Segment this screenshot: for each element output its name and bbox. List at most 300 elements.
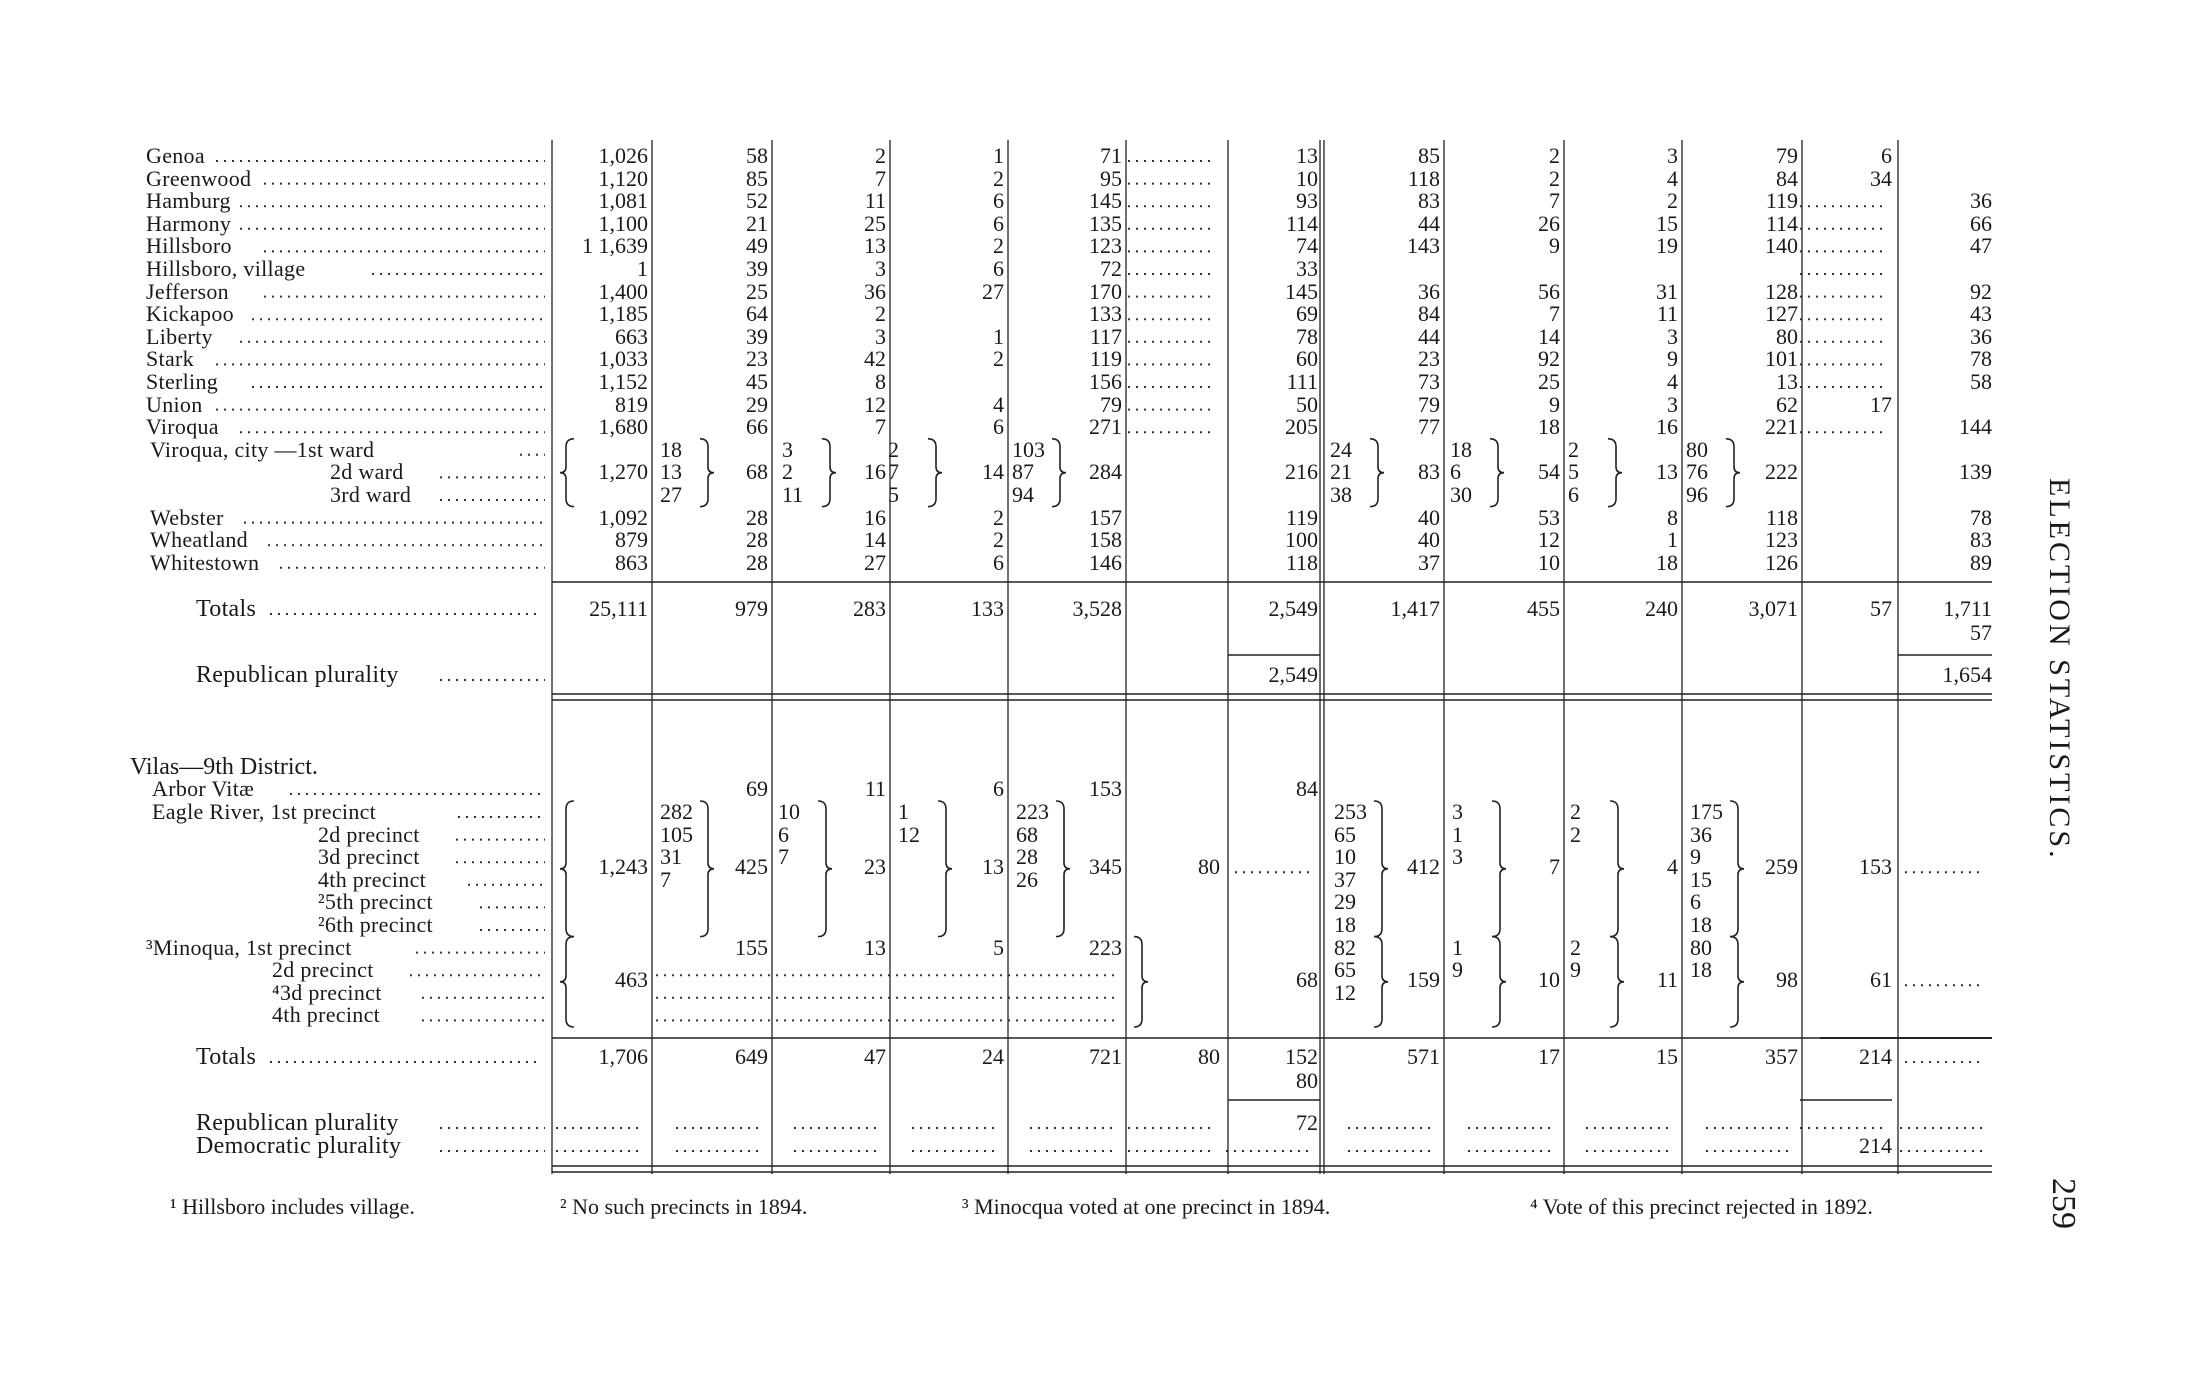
precinct-value: 18 [1690, 957, 1712, 983]
cell-value: 89 [1970, 549, 1992, 575]
cell-value: 1,100 [598, 210, 648, 236]
cell-value: 126 [1765, 549, 1798, 575]
cell-value: 223 [1089, 934, 1122, 960]
row-label: Genoa [146, 143, 205, 168]
cell-value: 79 [1776, 143, 1798, 168]
cell-value: 58 [746, 143, 768, 168]
row-label: 2d precinct [318, 821, 420, 847]
cell-value: 1 1,639 [582, 233, 648, 259]
cell-value: 23 [864, 854, 886, 880]
cell-value: 1,033 [598, 346, 648, 372]
row-label: ²6th precinct [318, 912, 433, 937]
total-value: 3,071 [1748, 596, 1798, 621]
cell-value: 1 [1667, 527, 1678, 553]
cell-value: 7 [1549, 301, 1560, 327]
cell-value: 119 [1285, 504, 1318, 530]
cell-value: 123 [1089, 233, 1122, 259]
ward-value: 13 [660, 459, 682, 485]
row-label: Viroqua, city —1st ward [150, 436, 375, 462]
ward-value: 2 [888, 436, 899, 462]
cell-value: 85 [1418, 143, 1440, 168]
precinct-value: 36 [1690, 821, 1712, 847]
cell-value: 27 [864, 549, 886, 575]
ward-value: 27 [660, 482, 682, 507]
cell-value: 819 [615, 391, 648, 417]
plurality-value: 1,654 [1942, 662, 1992, 687]
cell-value: 145 [1089, 188, 1122, 214]
row-label: Webster [150, 504, 224, 530]
cell-value: 153 [1089, 776, 1122, 801]
cell-value: 2 [993, 346, 1004, 372]
cell-value: 69 [746, 776, 768, 801]
cell-value: 6 [993, 256, 1004, 281]
cell-value: 47 [1970, 233, 1992, 259]
cell-value: 143 [1407, 233, 1440, 259]
cell-value: 71 [1100, 143, 1122, 168]
row-label: ⁴3d precinct [272, 979, 382, 1005]
cell-value: 3 [875, 256, 886, 281]
cell-value: 114 [1765, 210, 1798, 236]
ward-value: 3 [782, 436, 793, 462]
cell-value: 119 [1089, 346, 1122, 372]
precinct-value: 26 [1016, 866, 1038, 892]
total-value: 455 [1527, 596, 1560, 621]
ward-value: 11 [782, 482, 804, 507]
cell-value: 1,270 [598, 459, 648, 485]
total-value: 1,706 [598, 1044, 648, 1069]
cell-value: 98 [1776, 967, 1798, 993]
ward-value: 76 [1686, 459, 1708, 485]
precinct-value: 80 [1690, 934, 1712, 960]
footnote-3: ³ Minocqua voted at one precinct in 1894. [962, 1194, 1331, 1219]
cell-value: 4 [993, 391, 1004, 417]
precinct-value: 105 [660, 821, 693, 847]
cell-value: 1,680 [598, 414, 648, 440]
ward-value: 80 [1686, 436, 1708, 462]
ward-value: 24 [1330, 436, 1352, 462]
cell-value: 27 [982, 278, 1004, 304]
cell-value: 29 [746, 391, 768, 417]
cell-value: 92 [1538, 346, 1560, 372]
cell-value: 2 [875, 143, 886, 168]
row-label: 4th precinct [272, 1002, 381, 1028]
cell-value: 16 [864, 459, 886, 485]
footnote-4: ⁴ Vote of this precinct rejected in 1892. [1530, 1194, 1873, 1219]
cell-value: 10 [1296, 165, 1318, 191]
cell-value: 40 [1418, 527, 1440, 553]
total-value: 80 [1296, 1068, 1318, 1093]
cell-value: 53 [1538, 504, 1560, 530]
ward-value: 30 [1450, 482, 1472, 507]
total-value: 1,417 [1390, 596, 1440, 621]
footnote-1: ¹ Hillsboro includes village. [170, 1194, 415, 1219]
cell-value: 61 [1870, 967, 1892, 993]
ward-value: 96 [1686, 482, 1708, 507]
cell-value: 78 [1296, 323, 1318, 349]
row-label: ³Minoqua, 1st precinct [146, 934, 352, 960]
cell-value: 2 [993, 165, 1004, 191]
cell-value: 84 [1296, 776, 1318, 801]
ward-value: 18 [1450, 436, 1472, 462]
cell-value: 85 [746, 165, 768, 191]
cell-value: 1,026 [598, 143, 648, 168]
cell-value: 28 [746, 549, 768, 575]
precinct-value: 2 [1570, 821, 1581, 847]
cell-value: 863 [615, 549, 648, 575]
row-label: ²5th precinct [318, 889, 433, 915]
cell-value: 78 [1970, 504, 1992, 530]
row-label: 3rd ward [330, 482, 412, 507]
precinct-value: 1 [1452, 934, 1463, 960]
cell-value: 56 [1538, 278, 1560, 304]
cell-value: 2 [993, 233, 1004, 259]
row-label: 2d precinct [272, 957, 374, 983]
cell-value: 2 [993, 504, 1004, 530]
cell-value: 170 [1089, 278, 1122, 304]
ward-value: 87 [1012, 459, 1034, 485]
cell-value: 36 [1418, 278, 1440, 304]
cell-value: 74 [1296, 233, 1318, 259]
cell-value: 54 [1538, 459, 1560, 485]
precinct-value: 82 [1334, 934, 1356, 960]
cell-value: 6 [993, 414, 1004, 440]
cell-value: 7 [1549, 854, 1560, 880]
ward-value: 5 [888, 482, 899, 507]
cell-value: 40 [1418, 504, 1440, 530]
row-label: Jefferson [146, 278, 229, 304]
cell-value: 36 [1970, 188, 1992, 214]
cell-value: 6 [993, 188, 1004, 214]
cell-value: 26 [1538, 210, 1560, 236]
cell-value: 2 [875, 301, 886, 327]
cell-value: 15 [1656, 210, 1678, 236]
cell-value: 663 [615, 323, 648, 349]
row-label: Hillsboro, village [146, 256, 306, 281]
row-label: Whitestown [150, 549, 260, 575]
cell-value: 156 [1089, 369, 1122, 394]
cell-value: 271 [1089, 414, 1122, 440]
cell-value: 31 [1656, 278, 1678, 304]
cell-value: 127 [1765, 301, 1798, 327]
cell-value: 4 [1667, 854, 1678, 880]
total-value: 57 [1970, 620, 1992, 645]
cell-value: 101 [1765, 346, 1798, 372]
cell-value: 72 [1100, 256, 1122, 281]
cell-value: 42 [864, 346, 886, 372]
cell-value: 83 [1970, 527, 1992, 553]
cell-value: 13 [1656, 459, 1678, 485]
cell-value: 7 [875, 414, 886, 440]
cell-value: 17 [1870, 391, 1892, 417]
cell-value: 9 [1667, 346, 1678, 372]
total-value: 357 [1765, 1044, 1798, 1069]
running-title: ELECTION STATISTICS. [2043, 478, 2076, 861]
precinct-value: 9 [1690, 844, 1701, 870]
cell-value: 7 [1549, 188, 1560, 214]
cell-value: 23 [1418, 346, 1440, 372]
cell-value: 114 [1285, 210, 1318, 236]
plurality-value: 72 [1296, 1110, 1318, 1135]
cell-value: 14 [864, 527, 886, 553]
total-value: 571 [1407, 1044, 1440, 1069]
cell-value: 18 [1538, 414, 1560, 440]
brace [1134, 937, 1148, 1027]
cell-value: 3 [1667, 143, 1678, 168]
cell-value: 117 [1089, 323, 1122, 349]
cell-value: 118 [1765, 504, 1798, 530]
ward-value: 6 [1450, 459, 1461, 485]
cell-value: 1,152 [598, 369, 648, 394]
cell-value: 3 [1667, 323, 1678, 349]
total-value: 1,711 [1943, 596, 1992, 621]
cell-value: 1,243 [598, 854, 648, 880]
precinct-value: 3 [1452, 799, 1463, 824]
cell-value: 43 [1970, 301, 1992, 327]
cell-value: 16 [1656, 414, 1678, 440]
total-value: 721 [1089, 1044, 1122, 1069]
cell-value: 216 [1285, 459, 1318, 485]
plurality-label: Republican plurality [196, 662, 399, 688]
precinct-value: 12 [1334, 979, 1356, 1005]
ward-value: 2 [1568, 436, 1579, 462]
cell-value: 60 [1296, 346, 1318, 372]
precinct-value: 1 [898, 799, 909, 824]
total-value: 47 [864, 1044, 886, 1069]
cell-value: 118 [1285, 549, 1318, 575]
precinct-value: 65 [1334, 957, 1356, 983]
footnote-2: ² No such precincts in 1894. [560, 1194, 808, 1219]
cell-value: 66 [746, 414, 768, 440]
cell-value: 11 [864, 776, 886, 801]
cell-value: 6 [1881, 143, 1892, 168]
row-label: Hillsboro [146, 233, 232, 259]
cell-value: 44 [1418, 323, 1440, 349]
precinct-value: 18 [1334, 912, 1356, 937]
cell-value: 34 [1870, 165, 1892, 191]
cell-value: 80 [1776, 323, 1798, 349]
cell-value: 146 [1089, 549, 1122, 575]
total-value: 15 [1656, 1044, 1678, 1069]
precinct-value: 9 [1570, 957, 1581, 983]
totals-label: Totals [196, 596, 257, 622]
precinct-value: 37 [1334, 866, 1356, 892]
cell-value: 135 [1089, 210, 1122, 236]
total-value: 214 [1859, 1044, 1892, 1069]
cell-value: 100 [1285, 527, 1318, 553]
precinct-value: 28 [1016, 844, 1038, 870]
cell-value: 44 [1418, 210, 1440, 236]
row-label: Viroqua [146, 414, 219, 440]
ward-value: 38 [1330, 482, 1352, 507]
precinct-value: 7 [778, 844, 789, 870]
cell-value: 78 [1970, 346, 1992, 372]
precinct-value: 6 [1690, 889, 1701, 915]
cell-value: 45 [746, 369, 768, 394]
row-label: 2d ward [330, 459, 404, 485]
cell-value: 68 [746, 459, 768, 485]
cell-value: 139 [1959, 459, 1992, 485]
cell-value: 1,081 [598, 188, 648, 214]
plurality-value: 214 [1859, 1133, 1892, 1158]
cell-value: 1 [993, 143, 1004, 168]
total-value: 24 [982, 1044, 1004, 1069]
ward-value: 94 [1012, 482, 1034, 507]
cell-value: 79 [1100, 391, 1122, 417]
precinct-value: 1 [1452, 821, 1463, 847]
cell-value: 159 [1407, 967, 1440, 993]
cell-value: 95 [1100, 165, 1122, 191]
precinct-value: 282 [660, 799, 693, 824]
cell-value: 21 [746, 210, 768, 236]
cell-value: 128 [1765, 278, 1798, 304]
cell-value: 13 [864, 934, 886, 960]
cell-value: 133 [1089, 301, 1122, 327]
row-label: 4th precinct [318, 866, 427, 892]
cell-value: 9 [1549, 233, 1560, 259]
cell-value: 425 [735, 854, 768, 880]
cell-value: 69 [1296, 301, 1318, 327]
cell-value: 23 [746, 346, 768, 372]
precinct-value: 175 [1690, 799, 1723, 824]
cell-value: 84 [1418, 301, 1440, 327]
precinct-value: 223 [1016, 799, 1049, 824]
cell-value: 2 [1549, 143, 1560, 168]
row-label: Arbor Vitæ [152, 776, 255, 801]
precinct-value: 15 [1690, 866, 1712, 892]
cell-value: 2 [1667, 188, 1678, 214]
plurality-label: Republican plurality [196, 1110, 399, 1136]
cell-value: 9 [1549, 391, 1560, 417]
cell-value: 39 [746, 256, 768, 281]
cell-value: 10 [1538, 549, 1560, 575]
plurality-label: Democratic plurality [196, 1133, 402, 1159]
total-value: 2,549 [1268, 596, 1318, 621]
total-value: 133 [971, 596, 1004, 621]
cell-value: 111 [1286, 369, 1318, 394]
cell-value: 345 [1089, 854, 1122, 880]
ward-value: 21 [1330, 459, 1352, 485]
cell-value: 28 [746, 527, 768, 553]
precinct-value: 18 [1690, 912, 1712, 937]
cell-value: 6 [993, 210, 1004, 236]
section-heading: Vilas—9th District. [130, 754, 318, 780]
cell-value: 10 [1538, 967, 1560, 993]
cell-value: 284 [1089, 459, 1122, 485]
cell-value: 14 [1538, 323, 1560, 349]
cell-value: 12 [1538, 527, 1560, 553]
cell-value: 79 [1418, 391, 1440, 417]
cell-value: 13 [1296, 143, 1318, 168]
cell-value: 11 [1656, 301, 1678, 327]
cell-value: 145 [1285, 278, 1318, 304]
cell-value: 463 [615, 967, 648, 993]
cell-value: 144 [1959, 414, 1992, 440]
row-label: Kickapoo [146, 301, 234, 327]
cell-value: 66 [1970, 210, 1992, 236]
precinct-value: 29 [1334, 889, 1356, 915]
cell-value: 4 [1667, 165, 1678, 191]
total-value: 25,111 [589, 596, 648, 621]
cell-value: 157 [1089, 504, 1122, 530]
row-label: 3d precinct [318, 844, 420, 870]
cell-value: 879 [615, 527, 648, 553]
precinct-value: 3 [1452, 844, 1463, 870]
ward-value: 103 [1012, 436, 1045, 462]
cell-value: 64 [746, 301, 768, 327]
cell-value: 1,092 [598, 504, 648, 530]
precinct-value: 10 [778, 799, 800, 824]
cell-value: 49 [746, 233, 768, 259]
precinct-value: 68 [1016, 821, 1038, 847]
cell-value: 11 [864, 188, 886, 214]
cell-value: 77 [1418, 414, 1440, 440]
precinct-value: 31 [660, 844, 682, 870]
row-label: Sterling [146, 369, 219, 394]
cell-value: 3 [1667, 391, 1678, 417]
row-label: Wheatland [150, 527, 248, 553]
cell-value: 25 [864, 210, 886, 236]
precinct-value: 2 [1570, 934, 1581, 960]
cell-value: 2 [993, 527, 1004, 553]
cell-value: 221 [1765, 414, 1798, 440]
cell-value: 1,400 [598, 278, 648, 304]
cell-value: 155 [735, 934, 768, 960]
cell-value: 25 [746, 278, 768, 304]
cell-value: 205 [1285, 414, 1318, 440]
total-value: 3,528 [1072, 596, 1122, 621]
cell-value: 153 [1859, 854, 1892, 880]
cell-value: 1 [637, 256, 648, 281]
cell-value: 6 [993, 549, 1004, 575]
cell-value: 13 [864, 233, 886, 259]
cell-value: 4 [1667, 369, 1678, 394]
cell-value: 119 [1765, 188, 1798, 214]
precinct-value: 9 [1452, 957, 1463, 983]
total-value: 649 [735, 1044, 768, 1069]
cell-value: 222 [1765, 459, 1798, 485]
cell-value: 18 [1656, 549, 1678, 575]
cell-value: 158 [1089, 527, 1122, 553]
cell-value: 68 [1296, 967, 1318, 993]
cell-value: 1 [993, 323, 1004, 349]
row-label: Liberty [146, 323, 213, 349]
ward-value: 6 [1568, 482, 1579, 507]
cell-value: 140 [1765, 233, 1798, 259]
cell-value: 1,120 [598, 165, 648, 191]
precinct-value: 12 [898, 821, 920, 847]
row-label: Greenwood [146, 165, 252, 191]
cell-value: 412 [1407, 854, 1440, 880]
cell-value: 39 [746, 323, 768, 349]
cell-value: 52 [746, 188, 768, 214]
cell-value: 118 [1407, 165, 1440, 191]
precinct-value: 2 [1570, 799, 1581, 824]
ward-value: 18 [660, 436, 682, 462]
cell-value: 2 [1549, 165, 1560, 191]
cell-value: 80 [1198, 854, 1220, 880]
cell-value: 25 [1538, 369, 1560, 394]
cell-value: 123 [1765, 527, 1798, 553]
cell-value: 6 [993, 776, 1004, 801]
cell-value: 12 [864, 391, 886, 417]
total-value: 17 [1538, 1044, 1560, 1069]
cell-value: 36 [1970, 323, 1992, 349]
row-label: Hamburg [146, 188, 231, 214]
total-value: 152 [1285, 1044, 1318, 1069]
cell-value: 1,185 [598, 301, 648, 327]
cell-value: 93 [1296, 188, 1318, 214]
total-value: 240 [1645, 596, 1678, 621]
